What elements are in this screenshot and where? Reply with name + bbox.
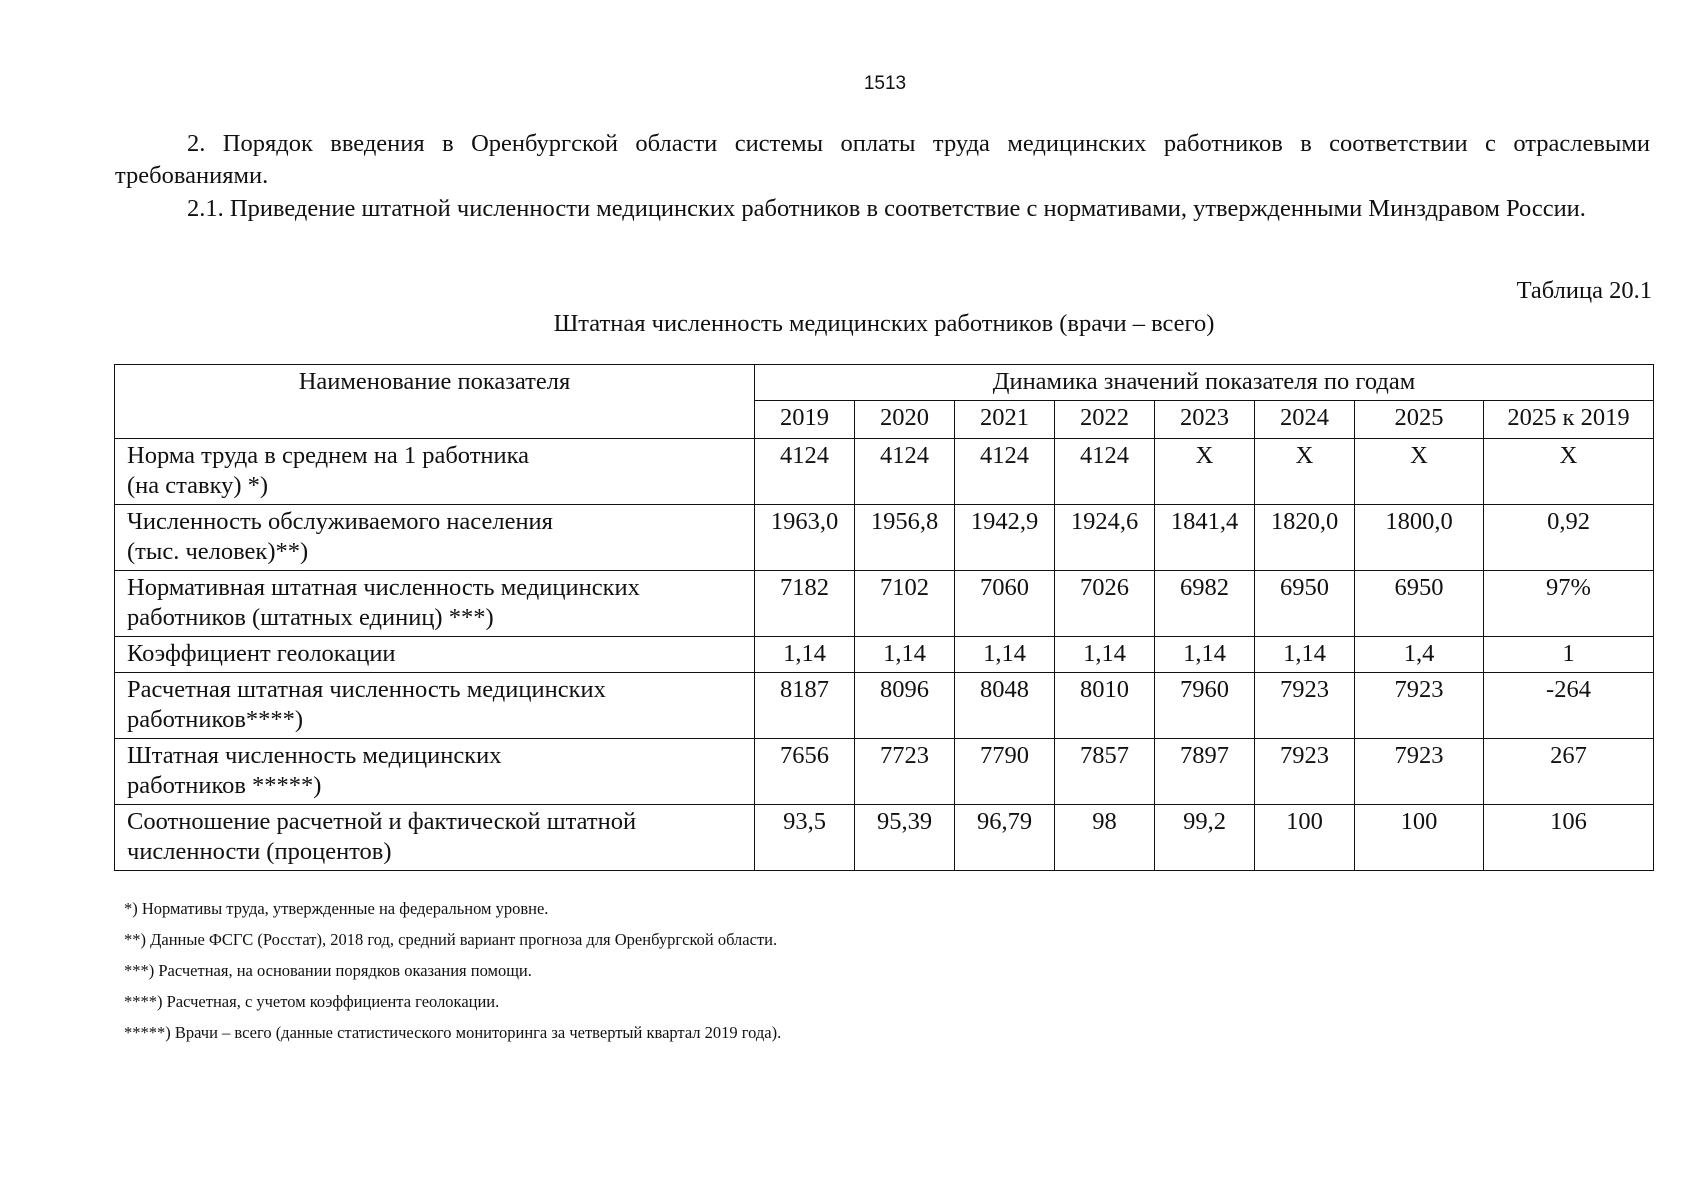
indicator-name-line: (тыс. человек)**) [127, 538, 309, 565]
value-cell: 97% [1484, 571, 1654, 637]
indicator-name-cell [115, 805, 755, 871]
value-cell: 6950 [1355, 571, 1484, 637]
value-cell: 8048 [955, 673, 1055, 739]
table-body [115, 439, 1654, 871]
table-row [115, 439, 1654, 505]
footnote: ***) Расчетная, на основании порядков оказания помощи. [124, 961, 532, 980]
table-label: Таблица 20.1 [1516, 277, 1652, 304]
value-cell: 4124 [1055, 439, 1155, 505]
indicator-name-cell [115, 739, 755, 805]
value-cell: 4124 [955, 439, 1055, 505]
value-cell: 7897 [1155, 739, 1255, 805]
indicator-name-line: численности (процентов) [127, 838, 392, 865]
value-cell: 7060 [955, 571, 1055, 637]
dynamics-header: Динамика значений показателя по годам [755, 365, 1654, 401]
indicator-name-cell [115, 505, 755, 571]
value-cell: 8187 [755, 673, 855, 739]
value-cell: Х [1355, 439, 1484, 505]
value-cell: 98 [1055, 805, 1155, 871]
year-header: 2022 [1055, 401, 1155, 439]
table-row [115, 673, 1654, 739]
value-cell: 0,92 [1484, 505, 1654, 571]
value-cell: 7857 [1055, 739, 1155, 805]
indicator-name-cell [115, 673, 755, 739]
value-cell: 95,39 [855, 805, 955, 871]
value-cell: 96,79 [955, 805, 1055, 871]
indicator-name-line: Расчетная штатная численность медицинских [127, 676, 606, 703]
value-cell: Х [1155, 439, 1255, 505]
indicator-name-cell [115, 571, 755, 637]
value-cell: 8096 [855, 673, 955, 739]
paragraph-section-2: 2. Порядок введения в Оренбургской области системы оплаты труда медицинских работников в соответствии с отраслевыми требованиями. [115, 130, 1650, 189]
indicator-name-line: Соотношение расчетной и фактической штатной [127, 808, 637, 835]
indicator-name-cell [115, 637, 755, 673]
indicator-name-line: (на ставку) *) [127, 472, 269, 499]
footnotes [124, 900, 781, 1055]
indicator-name-header: Наименование показателя [115, 365, 755, 439]
value-cell: 100 [1355, 805, 1484, 871]
value-cell: 1924,6 [1055, 505, 1155, 571]
footnote: *) Нормативы труда, утвержденные на федеральном уровне. [124, 899, 549, 918]
staffing-table [114, 364, 1654, 871]
table-row [115, 571, 1654, 637]
indicator-name-cell [115, 439, 755, 505]
indicator-name-line: Нормативная штатная численность медицинских [127, 574, 640, 601]
indicator-name-line: работников****) [127, 706, 304, 733]
value-cell: 1,14 [855, 637, 955, 673]
value-cell: Х [1484, 439, 1654, 505]
year-header: 2019 [755, 401, 855, 439]
table-row [115, 637, 1654, 673]
value-cell: 1820,0 [1255, 505, 1355, 571]
value-cell: 4124 [855, 439, 955, 505]
value-cell: 7182 [755, 571, 855, 637]
value-cell: Х [1255, 439, 1355, 505]
value-cell: 1,14 [955, 637, 1055, 673]
table-title: Штатная численность медицинских работников (врачи – всего) [553, 310, 1215, 337]
value-cell: 1956,8 [855, 505, 955, 571]
year-header: 2024 [1255, 401, 1355, 439]
value-cell: 1,14 [1255, 637, 1355, 673]
value-cell: 1,14 [1055, 637, 1155, 673]
indicator-name-line: Коэффициент геолокации [127, 640, 396, 667]
value-cell: 7923 [1355, 673, 1484, 739]
value-cell: 1,14 [1155, 637, 1255, 673]
value-cell: 7790 [955, 739, 1055, 805]
table-row [115, 505, 1654, 571]
year-header: 2025 [1355, 401, 1484, 439]
footnote: *****) Врачи – всего (данные статистического мониторинга за четвертый квартал 2019 года). [124, 1023, 782, 1042]
table-header-row [115, 365, 1654, 401]
year-header: 2020 [855, 401, 955, 439]
footnote: ****) Расчетная, с учетом коэффициента геолокации. [124, 992, 500, 1011]
value-cell: 100 [1255, 805, 1355, 871]
value-cell: 99,2 [1155, 805, 1255, 871]
year-header: 2021 [955, 401, 1055, 439]
value-cell: 1963,0 [755, 505, 855, 571]
value-cell: 1,4 [1355, 637, 1484, 673]
value-cell: 1800,0 [1355, 505, 1484, 571]
value-cell: 6950 [1255, 571, 1355, 637]
value-cell: 1 [1484, 637, 1654, 673]
year-header: 2023 [1155, 401, 1255, 439]
value-cell: 7656 [755, 739, 855, 805]
indicator-name-line: Штатная численность медицинских [127, 742, 502, 769]
value-cell: 6982 [1155, 571, 1255, 637]
indicator-name-line: Норма труда в среднем на 1 работника [127, 442, 530, 469]
indicator-name-line: работников (штатных единиц) ***) [127, 604, 494, 631]
page-number: 1513 [863, 73, 907, 94]
value-cell: 4124 [755, 439, 855, 505]
value-cell: 8010 [1055, 673, 1155, 739]
table-row [115, 805, 1654, 871]
value-cell: 106 [1484, 805, 1654, 871]
indicator-name-line: Численность обслуживаемого населения [127, 508, 553, 535]
paragraph-section-2-1: 2.1. Приведение штатной численности медицинских работников в соответствие с нормативами, утвержденными Минздравом России. [187, 195, 1586, 222]
table-row [115, 739, 1654, 805]
value-cell: 7923 [1255, 673, 1355, 739]
value-cell: 1,14 [755, 637, 855, 673]
value-cell: 7026 [1055, 571, 1155, 637]
footnote: **) Данные ФСГС (Росстат), 2018 год, средний вариант прогноза для Оренбургской области. [124, 930, 778, 949]
year-header: 2025 к 2019 [1484, 401, 1654, 439]
value-cell: -264 [1484, 673, 1654, 739]
value-cell: 93,5 [755, 805, 855, 871]
value-cell: 7102 [855, 571, 955, 637]
indicator-name-line: работников *****) [127, 772, 322, 799]
value-cell: 267 [1484, 739, 1654, 805]
value-cell: 7723 [855, 739, 955, 805]
value-cell: 7960 [1155, 673, 1255, 739]
value-cell: 1942,9 [955, 505, 1055, 571]
value-cell: 1841,4 [1155, 505, 1255, 571]
value-cell: 7923 [1355, 739, 1484, 805]
value-cell: 7923 [1255, 739, 1355, 805]
